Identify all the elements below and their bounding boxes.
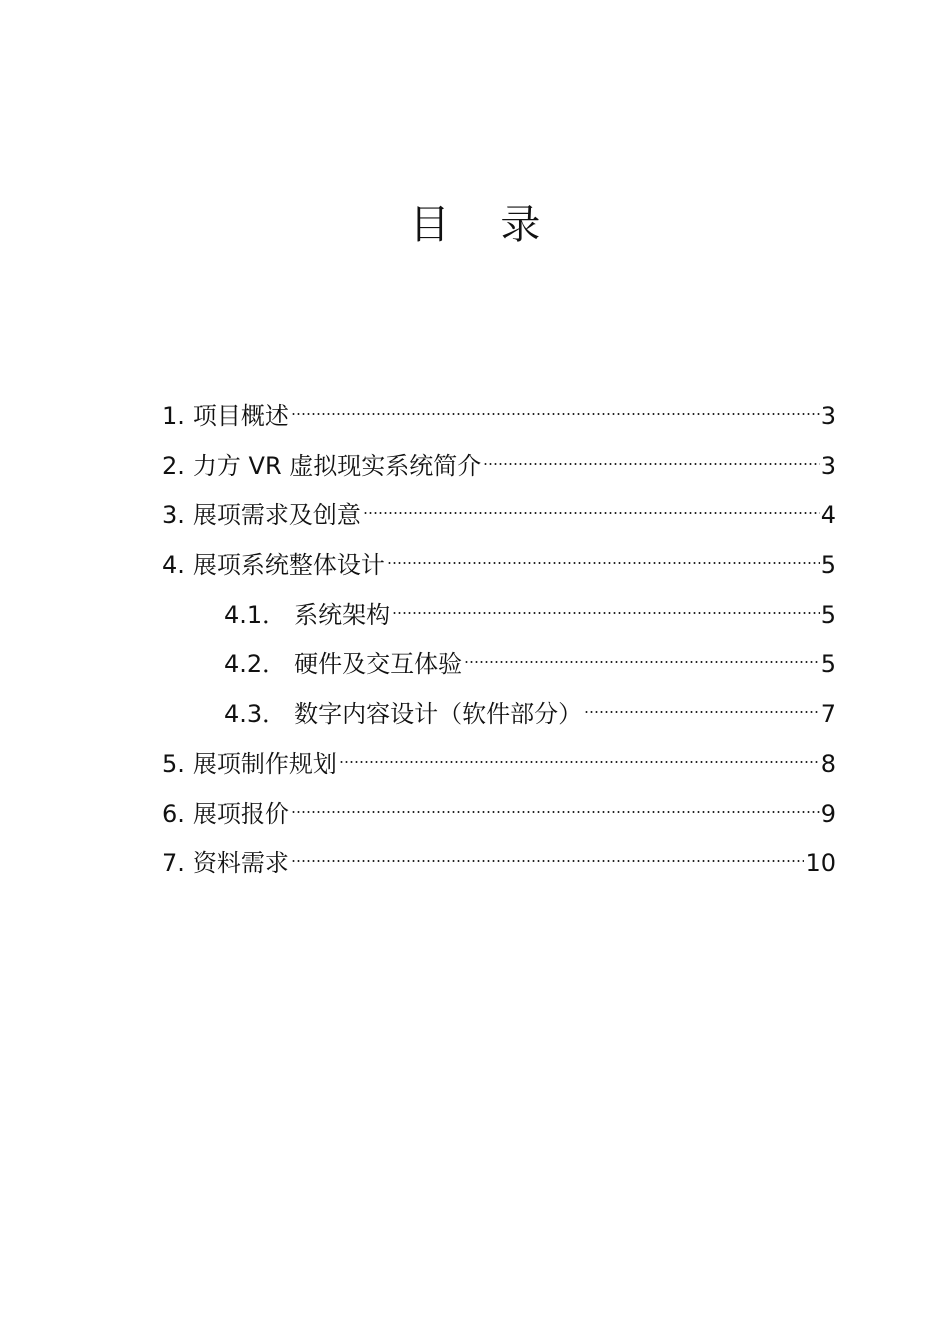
toc-entry-page: 10 bbox=[805, 849, 836, 878]
toc-entry-number: 6. bbox=[162, 799, 185, 828]
toc-entry-4-1[interactable] bbox=[162, 581, 836, 631]
toc-dot-leader bbox=[584, 680, 820, 722]
toc-entry-number: 4.1． bbox=[224, 600, 287, 629]
toc-entry-title: 展项制作规划 bbox=[192, 749, 337, 778]
toc-entry-title: 系统架构 bbox=[294, 600, 391, 629]
toc-entry-page: 9 bbox=[820, 799, 836, 828]
toc-entry-number: 3. bbox=[162, 501, 185, 530]
table-of-contents bbox=[162, 382, 836, 879]
toc-dot-leader bbox=[291, 382, 820, 424]
toc-entry-number: 1. bbox=[162, 402, 185, 430]
toc-entry-title: 硬件及交互体验 bbox=[294, 650, 463, 679]
toc-entry-page: 3 bbox=[820, 402, 836, 430]
toc-dot-leader bbox=[291, 829, 805, 871]
toc-entry-title: 力方 VR 虚拟现实系统简介 bbox=[192, 451, 482, 480]
toc-entry-number: 4. bbox=[162, 551, 185, 580]
toc-entry-page: 5 bbox=[820, 551, 836, 580]
toc-entry-7[interactable] bbox=[162, 829, 836, 879]
toc-entry-2[interactable] bbox=[162, 432, 836, 482]
toc-dot-leader bbox=[464, 630, 820, 672]
toc-entry-number: 2. bbox=[162, 451, 185, 480]
toc-entry-page: 5 bbox=[820, 650, 836, 679]
toc-entry-4-3[interactable] bbox=[162, 680, 836, 730]
toc-entry-5[interactable] bbox=[162, 730, 836, 780]
toc-entry-title: 展项报价 bbox=[192, 799, 289, 828]
toc-entry-number: 4.2． bbox=[224, 650, 287, 679]
toc-entry-title: 项目概述 bbox=[192, 402, 289, 430]
toc-dot-leader bbox=[387, 531, 820, 573]
toc-entry-title: 展项系统整体设计 bbox=[192, 551, 385, 580]
toc-entry-title: 资料需求 bbox=[192, 849, 289, 878]
toc-entry-title: 展项需求及创意 bbox=[192, 501, 361, 530]
toc-entry-1[interactable] bbox=[162, 382, 836, 432]
toc-dot-leader bbox=[339, 730, 820, 772]
toc-dot-leader bbox=[363, 481, 820, 523]
toc-entry-6[interactable] bbox=[162, 780, 836, 830]
toc-entry-4[interactable] bbox=[162, 531, 836, 581]
toc-dot-leader bbox=[291, 780, 820, 822]
toc-dot-leader bbox=[392, 581, 820, 623]
toc-entry-3[interactable] bbox=[162, 481, 836, 531]
toc-entry-number: 7. bbox=[162, 849, 185, 878]
toc-entry-page: 3 bbox=[820, 451, 836, 480]
toc-entry-page: 4 bbox=[820, 501, 836, 530]
toc-dot-leader bbox=[483, 432, 819, 474]
toc-entry-title: 数字内容设计（软件部分） bbox=[294, 700, 583, 729]
toc-entry-page: 8 bbox=[820, 749, 836, 778]
toc-entry-number: 4.3． bbox=[224, 700, 287, 729]
toc-entry-4-2[interactable] bbox=[162, 630, 836, 680]
toc-entry-number: 5. bbox=[162, 749, 185, 778]
toc-entry-page: 5 bbox=[820, 600, 836, 629]
page-title: 目 录 bbox=[409, 202, 541, 248]
toc-entry-page: 7 bbox=[820, 700, 836, 729]
